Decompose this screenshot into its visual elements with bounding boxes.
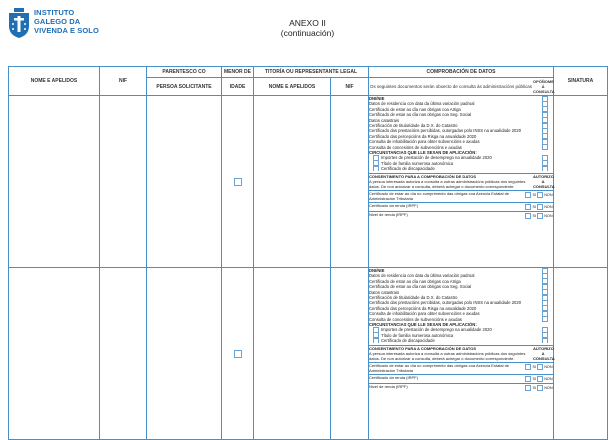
- minor-checkbox[interactable]: [234, 178, 242, 186]
- yes-label: SI: [532, 214, 537, 219]
- consent-item: [369, 374, 553, 383]
- doc-label: Certificado das prestacións percibidas, outorgadas polo INSS na anualidade 2020: [369, 300, 522, 306]
- col-tutor: TITORÍA OU REPRESENTANTE LEGAL: [254, 67, 369, 78]
- member-row: [9, 268, 608, 440]
- circumstance-label: Importes de prestación de desemprego na anualidade 2020: [381, 327, 492, 333]
- signature-cell[interactable]: [554, 96, 608, 268]
- col-kinship: PARENTESCO CO: [147, 67, 222, 78]
- annex-header: [0, 18, 615, 38]
- name-cell[interactable]: [9, 96, 100, 268]
- yes-checkbox[interactable]: [525, 213, 531, 219]
- no-label: NON: [544, 386, 553, 391]
- doc-label: Certificado das prestacións percibidas, outorgadas polo INSS na anualidade 2020: [369, 128, 522, 134]
- annex-subtitle: (continuación): [280, 28, 335, 38]
- col-consent: COMPROBACIÓN DE DATOS: [369, 67, 554, 78]
- circumstance-label: Certificado de discapacidade: [381, 338, 435, 344]
- consent-item: [369, 190, 553, 203]
- kinship-cell[interactable]: [147, 268, 222, 440]
- doc-label: Consulta de concesións de subvencións e axudas: [369, 144, 462, 150]
- consent-item-label: Certificado de estar ao día no cumprimento das obrigas coa Axencia Estatal de Administración Tributaria: [369, 362, 510, 373]
- family-members-table: [8, 66, 608, 440]
- tutor-nif-cell[interactable]: [331, 268, 369, 440]
- consent-item-label: Nivel de renda (IRPF): [369, 384, 408, 390]
- doc-label: Datos catastrais: [369, 117, 400, 123]
- nif-cell[interactable]: [100, 268, 147, 440]
- authorize-label: AUTORIZO A CONSULTA: [533, 346, 555, 362]
- nif-cell[interactable]: [100, 96, 147, 268]
- doc-label: Consulta de inhabilitación para obter subvencións e axudas: [369, 311, 480, 317]
- yes-label: SI: [532, 377, 537, 382]
- yes-label: SI: [532, 386, 537, 391]
- logo-line: GALEGO DA: [34, 17, 81, 26]
- doc-label: Certificado de estar ao día nas obrigas coa Seg. Social: [369, 112, 472, 118]
- doc-label: CIRCUNSTANCIAS QUE LLE SEXAN DE APLICACIÓN:: [369, 149, 477, 155]
- col-name: NOME E APELIDOS: [9, 67, 100, 96]
- no-label: NON: [544, 192, 553, 197]
- col-minor-2: IDADE: [222, 78, 254, 96]
- header-row: [9, 67, 608, 78]
- oppose-checkbox[interactable]: [542, 338, 548, 343]
- yes-checkbox[interactable]: [525, 364, 531, 370]
- annex-title: ANEXO II: [289, 18, 326, 28]
- consent-item: [369, 211, 553, 220]
- no-label: NON: [544, 377, 553, 382]
- col-tutor-nif: NIF: [331, 78, 369, 96]
- col-tutor-name: NOME E APELIDOS: [254, 78, 331, 96]
- col-kinship-2: PERSOA SOLICITANTE: [147, 78, 222, 96]
- consent-item: [369, 383, 553, 392]
- consent-item: [369, 202, 553, 211]
- circumstance-label: Título de familia numerosa autonómica: [381, 160, 454, 166]
- col-nif: NIF: [100, 67, 147, 96]
- consent-text: A persoa interesada autoriza a consulta a outras administracións públicas dos seguintes datos. De non autorizar a consulta, deberá achegar o documento correspondente.: [369, 351, 526, 362]
- doc-label: CIRCUNSTANCIAS QUE LLE SEXAN DE APLICACIÓN:: [369, 321, 477, 327]
- tutor-name-cell[interactable]: [254, 268, 331, 440]
- circumstance-line: [369, 166, 553, 171]
- minor-cell: [222, 268, 254, 440]
- minor-cell: [222, 96, 254, 268]
- name-cell[interactable]: [9, 268, 100, 440]
- oppose-label: OPÓÑOME Á CONSULTA: [533, 79, 555, 94]
- kinship-cell[interactable]: [147, 96, 222, 268]
- consent-item-label: Certificado da renda (IRPF): [369, 375, 418, 381]
- doc-label: Datos de residencia con data da última variación padroal: [369, 273, 475, 279]
- consent-header: [369, 347, 553, 361]
- doc-label: DNI/NIE: [369, 268, 385, 273]
- col-minor: MENOR DE: [222, 67, 254, 78]
- circumstance-checkbox[interactable]: [373, 166, 379, 171]
- doc-label: Certificado de estar ao día nas obrigas coa Atriga: [369, 106, 461, 112]
- authorize-label: AUTORIZO A CONSULTA: [533, 174, 555, 190]
- doc-label: Certificado das percepcións da Risga na anualidade 2020: [369, 133, 477, 139]
- circumstance-label: Importes de prestación de desemprego na anualidade 2020: [381, 155, 492, 161]
- circumstance-label: Certificado de discapacidade: [381, 166, 435, 172]
- oppose-checkbox[interactable]: [542, 166, 548, 171]
- consent-title: CONSENTIMENTO PARA A COMPROBACIÓN DE DATOS: [369, 346, 477, 352]
- logo-line: INSTITUTO: [34, 8, 75, 17]
- no-checkbox[interactable]: [537, 204, 543, 210]
- col-consent-note: [369, 78, 554, 96]
- member-row: [9, 96, 608, 268]
- circumstance-line: [369, 338, 553, 343]
- no-checkbox[interactable]: [537, 385, 543, 391]
- doc-label: Certificado de estar ao día nas obrigas coa Atriga: [369, 278, 461, 284]
- consent-text: A persoa interesada autoriza a consulta a outras administracións públicas dos seguintes datos. De non autorizar a consulta, deberá achegar o documento correspondente.: [369, 179, 526, 190]
- minor-checkbox[interactable]: [234, 350, 242, 358]
- doc-label: Datos de residencia con data da última variación padroal: [369, 101, 475, 107]
- doc-label: Datos catastrais: [369, 289, 400, 295]
- signature-cell[interactable]: [554, 268, 608, 440]
- no-checkbox[interactable]: [537, 364, 543, 370]
- yes-checkbox[interactable]: [525, 204, 531, 210]
- consent-header: [369, 175, 553, 189]
- yes-label: SI: [532, 364, 537, 369]
- col-signature: SINATURA: [554, 67, 608, 96]
- doc-label: Certificación de titularidade da D.X. do Catastro: [369, 294, 458, 300]
- no-checkbox[interactable]: [537, 192, 543, 198]
- consent-item-label: Certificado da renda (IRPF): [369, 203, 418, 209]
- yes-checkbox[interactable]: [525, 376, 531, 382]
- doc-label: DNI/NIE: [369, 96, 385, 101]
- tutor-name-cell[interactable]: [254, 96, 331, 268]
- circumstance-checkbox[interactable]: [373, 338, 379, 343]
- yes-checkbox[interactable]: [525, 192, 531, 198]
- yes-checkbox[interactable]: [525, 385, 531, 391]
- no-checkbox[interactable]: [537, 213, 543, 219]
- no-label: NON: [544, 364, 553, 369]
- doc-label: Certificado das percepcións da Risga na anualidade 2020: [369, 305, 477, 311]
- oppose-checkbox[interactable]: [542, 145, 548, 150]
- docs-note: Os seguintes documentos serán obxecto de consulta ás administracións públicas: [369, 84, 533, 89]
- yes-label: SI: [532, 205, 537, 210]
- doc-label: Consulta de concesións de subvencións e axudas: [369, 316, 462, 322]
- doc-label: Consulta de inhabilitación para obter subvencións e axudas: [369, 139, 480, 145]
- consent-item-label: Nivel de renda (IRPF): [369, 212, 408, 218]
- consent-item-label: Certificado de estar ao día no cumprimento das obrigas coa Axencia Estatal de Administración Tributaria: [369, 190, 510, 201]
- oppose-checkbox[interactable]: [542, 317, 548, 322]
- doc-label: Certificación de titularidade da D.X. do Catastro: [369, 122, 458, 128]
- consent-cell: [369, 96, 554, 268]
- no-label: NON: [544, 214, 553, 219]
- consent-cell: [369, 268, 554, 440]
- tutor-nif-cell[interactable]: [331, 96, 369, 268]
- consent-title: CONSENTIMENTO PARA A COMPROBACIÓN DE DATOS: [369, 174, 477, 180]
- no-checkbox[interactable]: [537, 376, 543, 382]
- yes-label: SI: [532, 192, 537, 197]
- logo-line: VIVENDA E SOLO: [34, 26, 99, 35]
- consent-item: [369, 362, 553, 375]
- doc-label: Certificado de estar ao día nas obrigas coa Seg. Social: [369, 284, 472, 290]
- no-label: NON: [544, 205, 553, 210]
- consent-block: [369, 345, 553, 392]
- circumstance-label: Título de familia numerosa autonómica: [381, 332, 454, 338]
- consent-block: [369, 173, 553, 220]
